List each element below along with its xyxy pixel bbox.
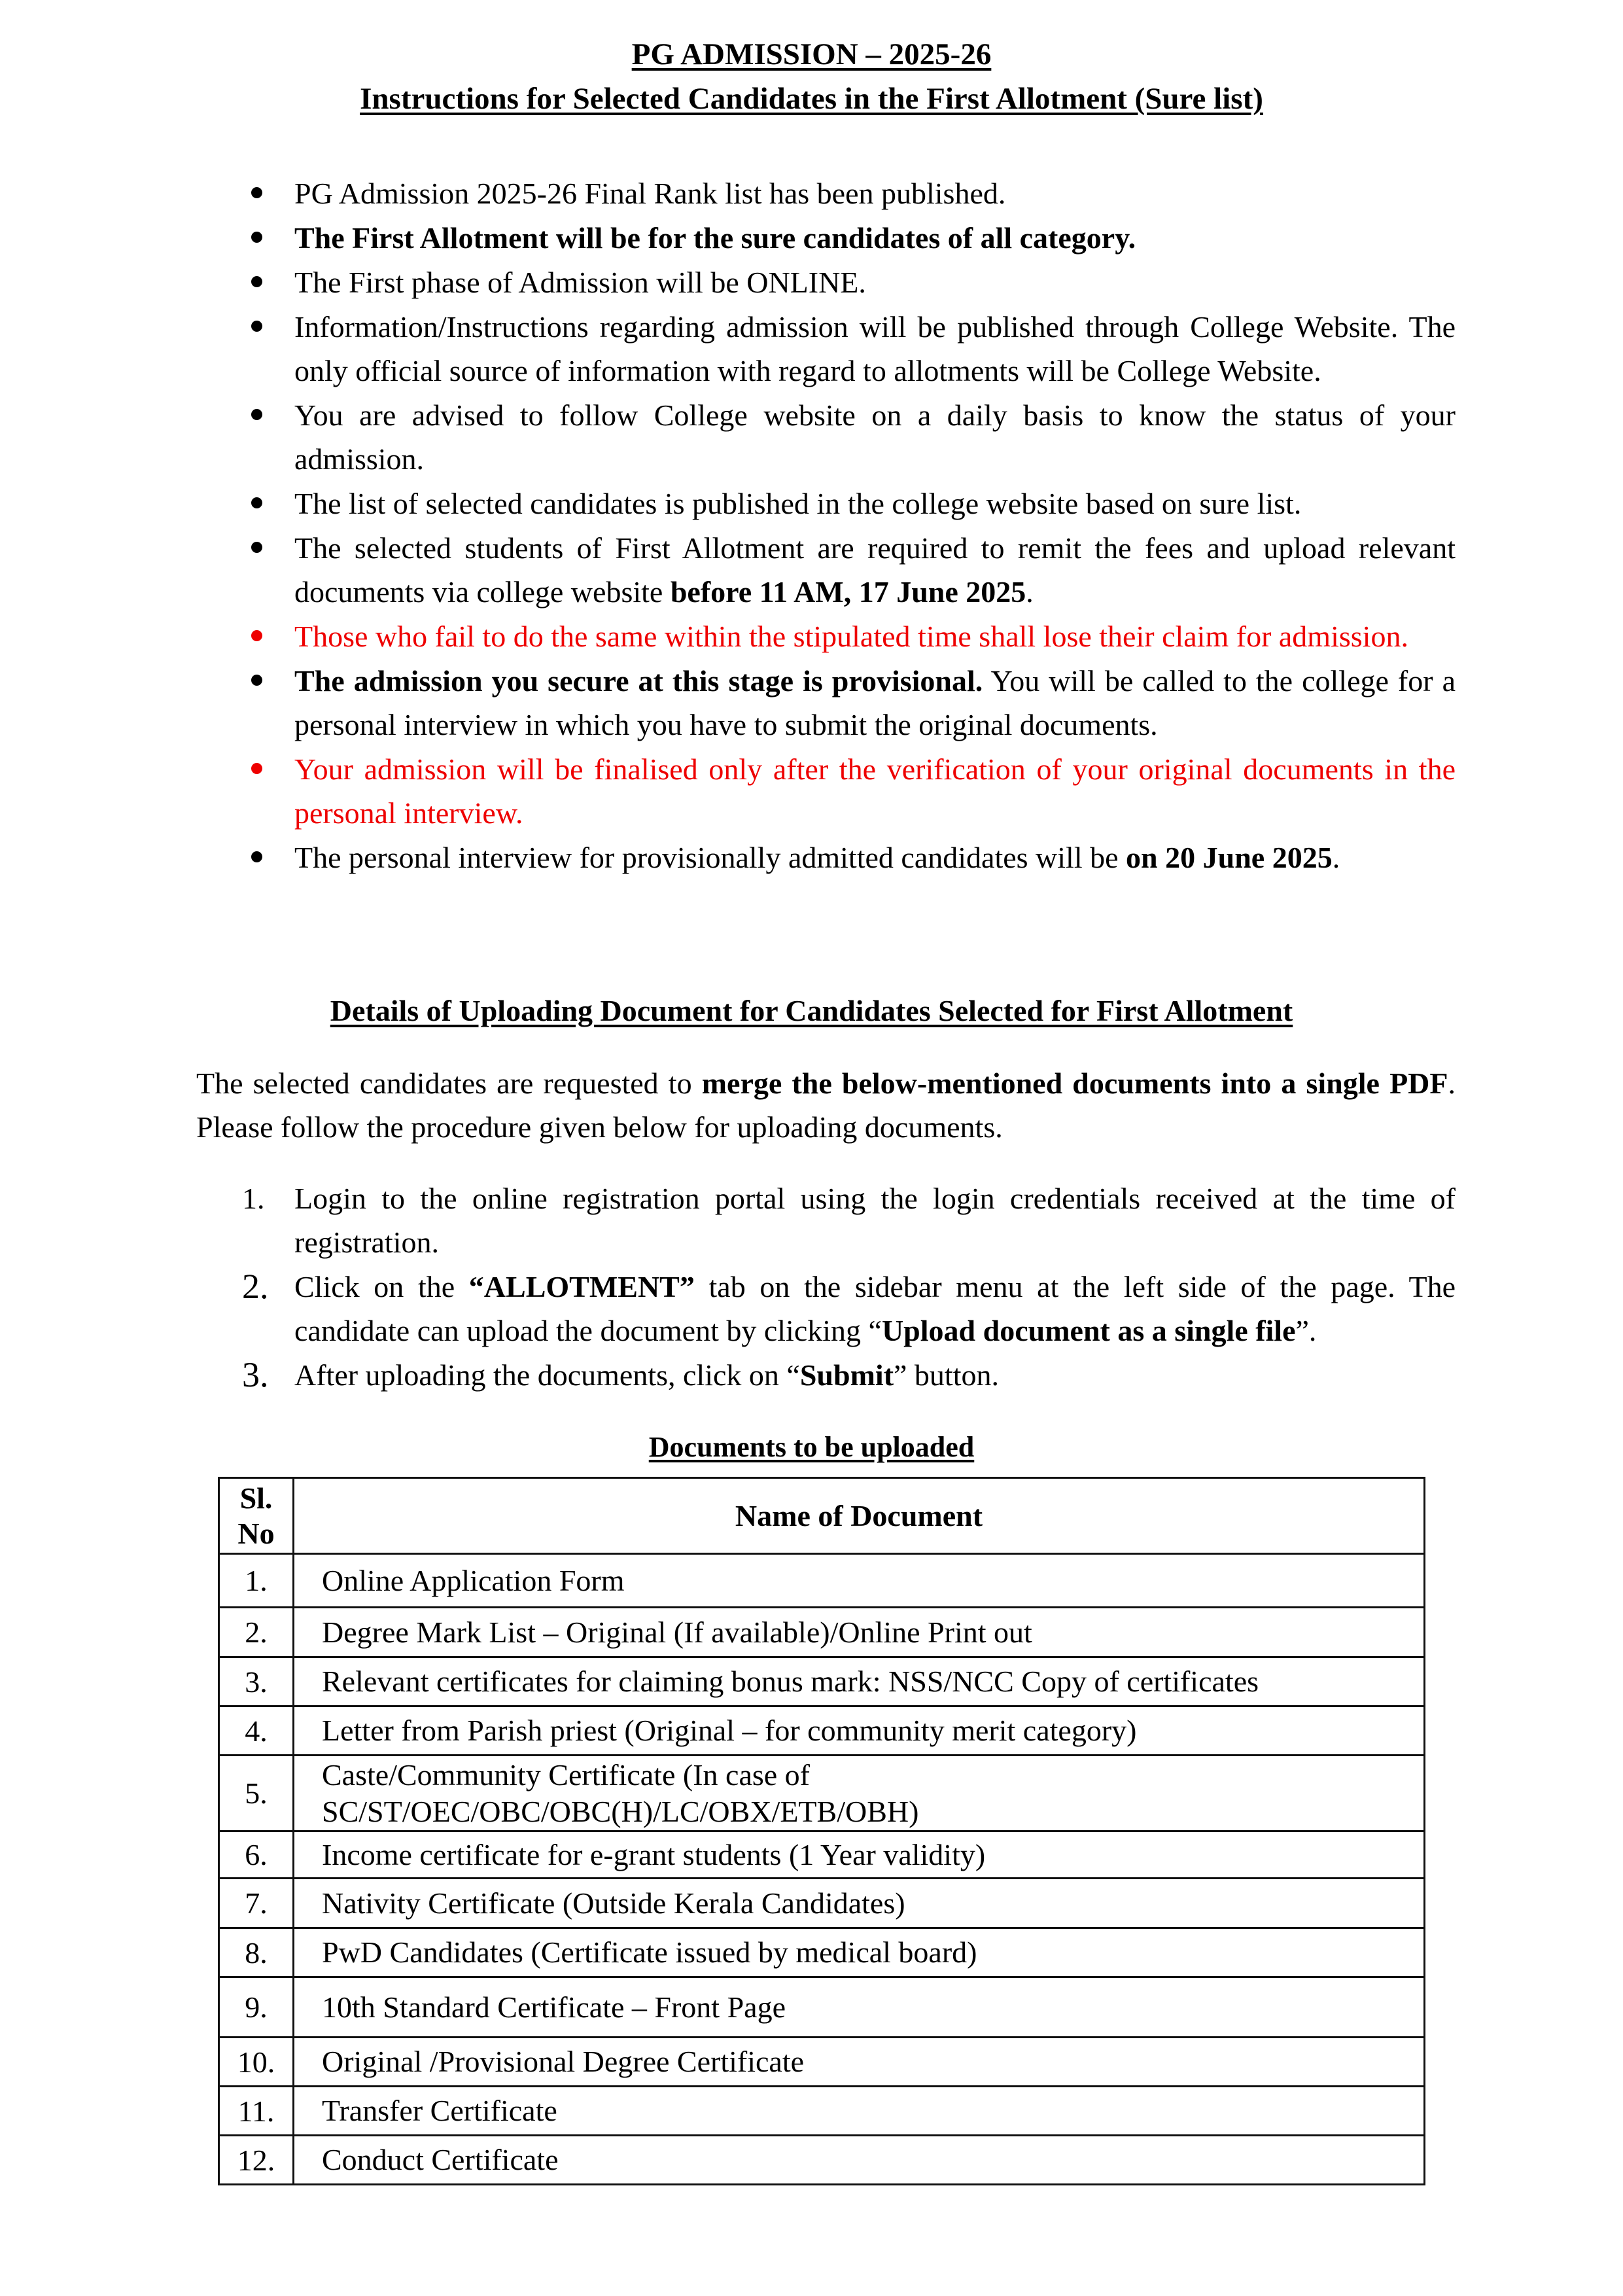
cell-document-name: Relevant certificates for claiming bonus mark: NSS/NCC Copy of certificates bbox=[294, 1657, 1425, 1706]
table-row bbox=[219, 1706, 1425, 1756]
cell-document-name: Transfer Certificate bbox=[294, 2087, 1425, 2136]
table-row bbox=[219, 1928, 1425, 1977]
instruction-item: The First Allotment will be for the sure candidates of all category. bbox=[294, 216, 1456, 260]
page-subtitle: Instructions for Selected Candidates in the First Allotment (Sure list) bbox=[360, 82, 1263, 116]
instruction-item: The First phase of Admission will be ONLINE. bbox=[294, 260, 1456, 304]
table-row bbox=[219, 1554, 1425, 1608]
cell-sl-no: 1. bbox=[219, 1554, 294, 1608]
table-row bbox=[219, 1831, 1425, 1879]
cell-sl-no: 11. bbox=[219, 2087, 294, 2136]
table-row bbox=[219, 2038, 1425, 2087]
table-row bbox=[219, 1756, 1425, 1831]
instruction-item-interview-date: The personal interview for provisionally admitted candidates will be on 20 June 2025. bbox=[294, 836, 1456, 879]
bullet-icon bbox=[251, 276, 262, 287]
bullet-icon bbox=[251, 187, 262, 198]
bullet-icon bbox=[251, 542, 262, 553]
page-title: PG ADMISSION – 2025-26 bbox=[631, 37, 992, 71]
instruction-item-fee-deadline: The selected students of First Allotment are required to remit the fees and upload relevant documents via college website before 11 AM, 17 June 2025. bbox=[294, 526, 1456, 614]
instruction-item: The list of selected candidates is published in the college website based on sure list. bbox=[294, 482, 1456, 525]
cell-document-name: Nativity Certificate (Outside Kerala Candidates) bbox=[294, 1879, 1425, 1928]
instruction-item: Information/Instructions regarding admission will be published through College Website. The only official source of information with regard to allotments will be College Website. bbox=[294, 305, 1456, 393]
cell-sl-no: 3. bbox=[219, 1657, 294, 1706]
instruction-item-provisional: The admission you secure at this stage is provisional. You will be called to the college for a personal interview in which you have to submit the original documents. bbox=[294, 659, 1456, 747]
cell-document-name: Conduct Certificate bbox=[294, 2136, 1425, 2185]
upload-section-heading: Details of Uploading Document for Candidates Selected for First Allotment bbox=[330, 994, 1293, 1027]
instruction-item: You are advised to follow College website on a daily basis to know the status of your admission. bbox=[294, 393, 1456, 481]
step-number: 2. bbox=[242, 1267, 269, 1306]
step-item: 1. Login to the online registration portal using the login credentials received at the time of registration. bbox=[294, 1176, 1456, 1264]
table-row bbox=[219, 1657, 1425, 1706]
column-header-document-name: Name of Document bbox=[294, 1478, 1425, 1554]
cell-sl-no: 9. bbox=[219, 1977, 294, 2038]
cell-sl-no: 8. bbox=[219, 1928, 294, 1977]
bullet-icon bbox=[251, 232, 262, 243]
cell-sl-no: 12. bbox=[219, 2136, 294, 2185]
cell-sl-no: 6. bbox=[219, 1831, 294, 1879]
bullet-icon bbox=[251, 630, 262, 641]
bullet-icon bbox=[251, 497, 262, 508]
cell-document-name: Letter from Parish priest (Original – for community merit category) bbox=[294, 1706, 1425, 1756]
table-row bbox=[219, 1608, 1425, 1657]
cell-sl-no: 4. bbox=[219, 1706, 294, 1756]
documents-table-heading: Documents to be uploaded bbox=[648, 1431, 975, 1463]
instruction-item-warning: Those who fail to do the same within the stipulated time shall lose their claim for admission. bbox=[294, 614, 1456, 658]
cell-document-name: Caste/Community Certificate (In case of SC/ST/OEC/OBC/OBC(H)/LC/OBX/ETB/OBH) bbox=[294, 1756, 1425, 1831]
bullet-icon bbox=[251, 321, 262, 332]
documents-table bbox=[218, 1477, 1425, 2185]
table-row bbox=[219, 2136, 1425, 2185]
bullet-icon bbox=[251, 851, 262, 862]
table-header-row bbox=[219, 1478, 1425, 1554]
bullet-icon bbox=[251, 763, 262, 774]
cell-document-name: Income certificate for e-grant students (1 Year validity) bbox=[294, 1831, 1425, 1879]
table-row bbox=[219, 1879, 1425, 1928]
bullet-icon bbox=[251, 409, 262, 420]
cell-document-name: PwD Candidates (Certificate issued by medical board) bbox=[294, 1928, 1425, 1977]
instructions-list bbox=[0, 171, 1623, 880]
interview-date: on 20 June 2025 bbox=[1126, 841, 1333, 874]
bullet-icon bbox=[251, 675, 262, 686]
step-number: 1. bbox=[242, 1182, 265, 1215]
instruction-item-warning: Your admission will be finalised only after the verification of your original documents in the personal interview. bbox=[294, 747, 1456, 835]
instruction-item: PG Admission 2025-26 Final Rank list has been published. bbox=[294, 171, 1456, 215]
cell-sl-no: 2. bbox=[219, 1608, 294, 1657]
upload-steps-list bbox=[0, 1176, 1623, 1398]
step-item: 2. Click on the “ALLOTMENT” tab on the sidebar menu at the left side of the page. The candidate can upload the document by clicking “Upload document as a single file”. bbox=[294, 1265, 1456, 1352]
cell-document-name: 10th Standard Certificate – Front Page bbox=[294, 1977, 1425, 2038]
cell-sl-no: 7. bbox=[219, 1879, 294, 1928]
table-row bbox=[219, 1977, 1425, 2038]
table-row bbox=[219, 2087, 1425, 2136]
step-number: 3. bbox=[242, 1355, 269, 1394]
cell-sl-no: 5. bbox=[219, 1756, 294, 1831]
deadline-text: before 11 AM, 17 June 2025 bbox=[670, 575, 1026, 609]
column-header-sl-no: Sl. No bbox=[219, 1478, 294, 1554]
cell-document-name: Degree Mark List – Original (If available)/Online Print out bbox=[294, 1608, 1425, 1657]
cell-document-name: Original /Provisional Degree Certificate bbox=[294, 2038, 1425, 2087]
upload-intro-paragraph: The selected candidates are requested to merge the below-mentioned documents into a single PDF. Please follow the procedure given below for uploading documents. bbox=[196, 1067, 1456, 1144]
step-item: 3. After uploading the documents, click on “Submit” button. bbox=[294, 1353, 1456, 1397]
cell-document-name: Online Application Form bbox=[294, 1554, 1425, 1608]
cell-sl-no: 10. bbox=[219, 2038, 294, 2087]
